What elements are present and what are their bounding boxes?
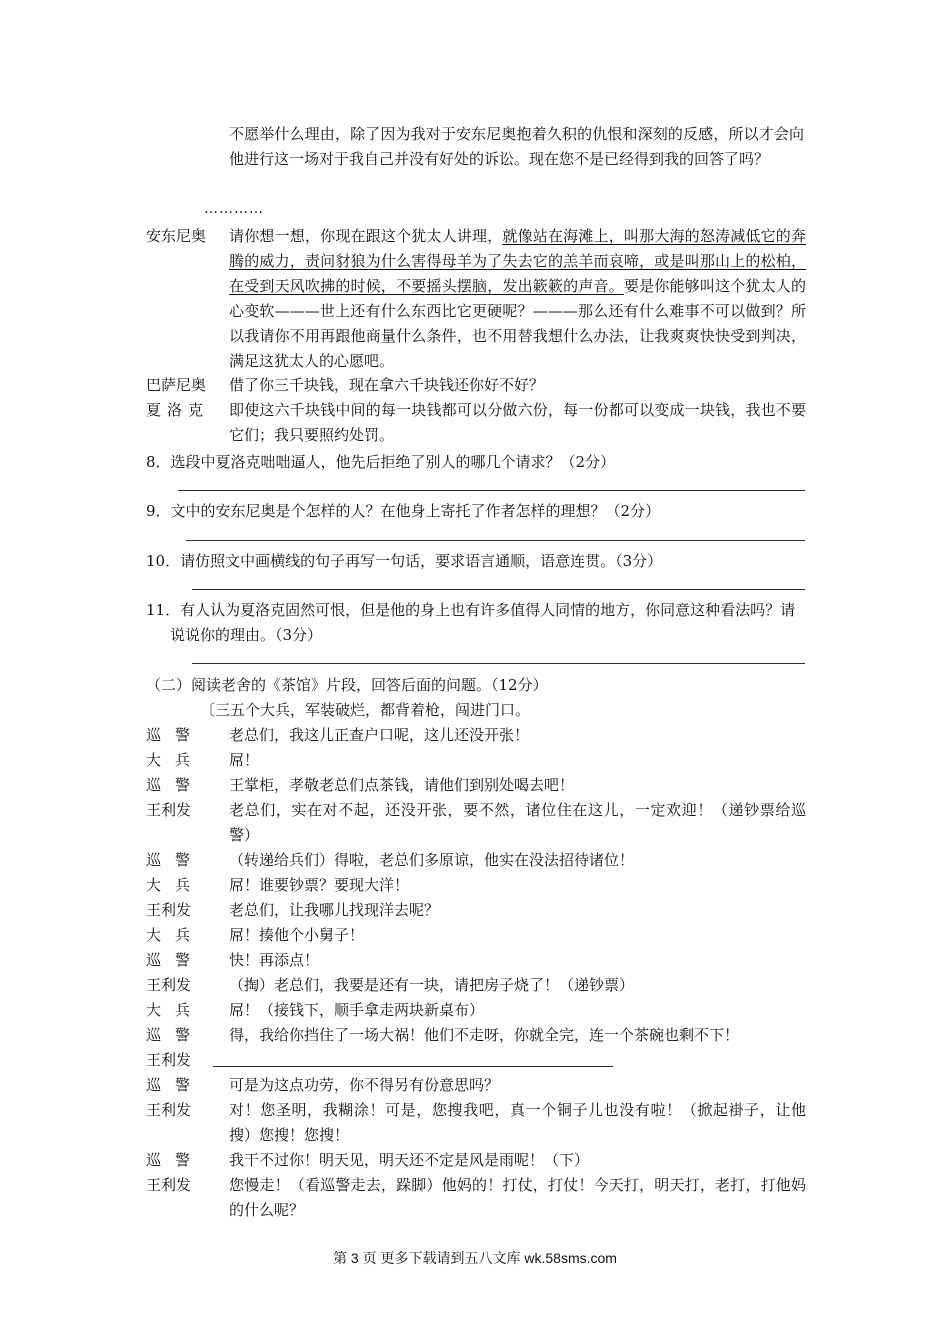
section2-title: （二）阅读老舍的《茶馆》片段，回答后面的问题。（12分） [146, 676, 548, 694]
page-footer: 第 3 页 更多下载请到五八文库 wk.58sms.com [333, 1250, 617, 1266]
dialogue-text: 屌！（接钱下，顺手拿走两块新桌布） [229, 1001, 485, 1019]
dialogue-text: 老总们，实在对不起，还没开张，要不然，诸位住在这儿，一定欢迎！（递钞票给巡警） [229, 801, 806, 844]
speaker-antonio: 安东尼奥 [146, 227, 207, 245]
speaker-wang-lifa: 王利发 [146, 1051, 192, 1069]
dialogue-line [146, 798, 806, 848]
dialogue-line [146, 773, 806, 798]
answer-line-11[interactable] [192, 663, 805, 664]
dialogue-text: 屌！揍他个小舅子！ [229, 926, 365, 944]
dialogue-line [146, 1173, 806, 1223]
dialogue-line [146, 1148, 806, 1173]
answer-line-8[interactable] [178, 490, 805, 491]
stage-direction: 〔三五个大兵，军装破烂，都背着枪，闯进门口。 [200, 701, 531, 719]
question-10: 10．请仿照文中画横线的句子再写一句话，要求语言通顺，语意连贯。（3分） [146, 552, 663, 570]
speaker-police: 巡警 [146, 851, 205, 869]
answer-line-dialogue[interactable] [213, 1066, 613, 1067]
dialogue-text: 可是为这点功劳，你不得另有份意思吗？ [229, 1076, 500, 1094]
speaker-soldier: 大兵 [146, 1001, 205, 1019]
continued-paragraph: 不愿举什么理由，除了因为我对于安东尼奥抱着久积的仇恨和深刻的反感，所以才会向他进行这一场对于我自己并没有好处的诉讼。现在您不是已经得到我的回答了吗？ [229, 125, 804, 168]
shylock-text: 即使这六千块钱中间的每一块钱都可以分做六份，每一份都可以变成一块钱，我也不要它们；我只要照约处罚。 [229, 401, 806, 444]
dialogue-line [146, 873, 806, 898]
dialogue-text: 老总们，我这儿正查户口呢，这儿还没开张！ [229, 726, 530, 744]
speaker-shylock: 夏洛克 [146, 401, 210, 419]
speaker-police: 巡警 [146, 951, 205, 969]
speaker-police: 巡警 [146, 776, 205, 794]
ellipsis: ………… [204, 201, 264, 217]
speaker-soldier: 大兵 [146, 926, 205, 944]
speaker-police: 巡警 [146, 1076, 205, 1094]
antonio-text [229, 224, 806, 374]
question-11-text: 11．有人认为夏洛克固然可恨，但是他的身上也有许多值得人同情的地方，你同意这种看法吗？请说说你的理由。（3分） [146, 601, 796, 644]
answer-line-9[interactable] [186, 540, 805, 541]
dialogue-line [146, 748, 806, 773]
bassanio-speech [146, 373, 806, 398]
dialogue-line [146, 948, 806, 973]
antonio-text-pre: 请你想一想，你现在跟这个犹太人讲理， [229, 227, 503, 245]
dialogue-text: 屌！谁要钞票？要现大洋！ [229, 876, 410, 894]
dialogue-text: （掏）老总们，我要是还有一块，请把房子烧了！（递钞票） [229, 976, 635, 994]
dialogue-line [146, 1098, 806, 1148]
dialogue-line [146, 1023, 806, 1048]
speaker-soldier: 大兵 [146, 751, 205, 769]
antonio-speech [146, 224, 806, 374]
shylock-speech [146, 398, 806, 448]
speaker-police: 巡警 [146, 726, 205, 744]
dialogue-text: 您慢走！（看巡警走去，跺脚）他妈的！打仗，打仗！今天打，明天打，老打，打他妈的什么呢？ [229, 1176, 806, 1219]
dialogue-text: 对！您圣明，我糊涂！可是，您搜我吧，真一个铜子儿也没有啦！（掀起褂子，让他搜）您搜！您搜！ [229, 1101, 806, 1144]
question-11 [146, 598, 806, 648]
dialogue-text: 我干不过你！明天见，明天还不定是风是雨呢！（下） [229, 1151, 590, 1169]
dialogue-line [146, 898, 806, 923]
speaker-wang-lifa: 王利发 [146, 976, 192, 994]
underlined-sentence: 就像站在海滩上，叫那大海的怒涛减低它的奔腾的威力，责问豺狼为什么害得母羊为了失去它的羔羊而哀啼，或是叫那山上的松柏，在受到天风吹拂的时候，不要摇头摆脑，发出簌簌的声音。 [229, 227, 806, 295]
question-9: 9．文中的安东尼奥是个怎样的人？在他身上寄托了作者怎样的理想？（2分） [146, 502, 661, 520]
dialogue-line [146, 848, 806, 873]
dialogue-text: （转递给兵们）得啦，老总们多原谅，他实在没法招待诸位！ [229, 851, 635, 869]
speaker-wang-lifa: 王利发 [146, 1101, 192, 1119]
speaker-wang-lifa: 王利发 [146, 801, 192, 819]
dialogue-line [146, 998, 806, 1023]
speaker-wang-lifa: 王利发 [146, 901, 192, 919]
dialogue-line [146, 973, 806, 998]
dialogue-text: 屌！ [229, 751, 260, 769]
dialogue-line [146, 723, 806, 748]
speaker-bassanio: 巴萨尼奥 [146, 376, 207, 394]
antonio-text-post: 要是你能够叫这个犹太人的心变软———世上还有什么东西比它更硬呢？———那么还有什么难事不可以做到？所以我请你不用再跟他商量什么条件，也不用替我想什么办法，让我爽爽快快受到判决，满足这犹太人的心愿吧。 [229, 277, 806, 370]
dialogue-line [146, 1073, 806, 1098]
answer-line-10[interactable] [192, 589, 805, 590]
question-8: 8．选段中夏洛克咄咄逼人，他先后拒绝了别人的哪几个请求？（2分） [146, 453, 616, 471]
dialogue-line [146, 923, 806, 948]
bassanio-text: 借了你三千块钱，现在拿六千块钱还你好不好？ [229, 376, 545, 394]
speaker-police: 巡警 [146, 1151, 205, 1169]
speaker-police: 巡警 [146, 1026, 205, 1044]
speaker-soldier: 大兵 [146, 876, 205, 894]
dialogue-text: 王掌柜，孝敬老总们点茶钱，请他们到别处喝去吧！ [229, 776, 575, 794]
speaker-wang-lifa: 王利发 [146, 1176, 192, 1194]
dialogue-text: 老总们，让我哪儿找现洋去呢？ [229, 901, 440, 919]
dialogue-text: 得，我给你挡住了一场大祸！他们不走呀，你就全完，连一个茶碗也剩不下！ [229, 1026, 740, 1044]
dialogue-text: 快！再添点！ [229, 951, 320, 969]
